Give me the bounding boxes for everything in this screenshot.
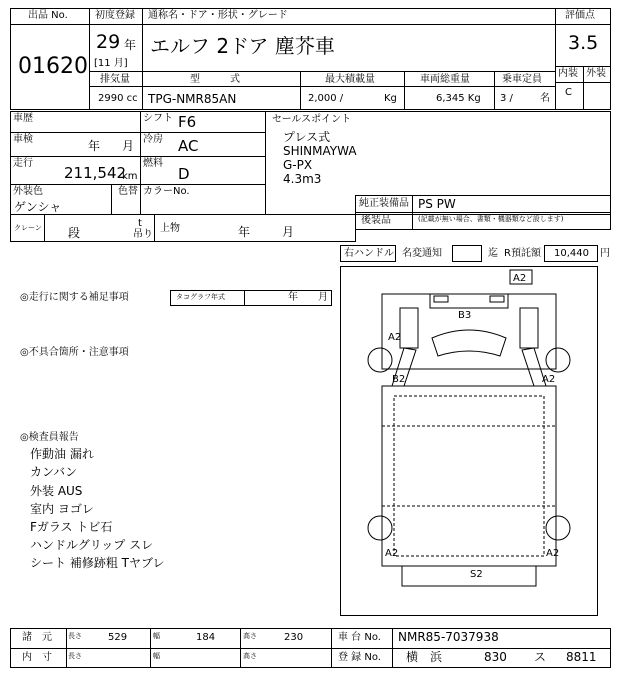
sales-point-line: プレス式 (283, 130, 331, 144)
fuel-label: 燃料 (143, 158, 163, 169)
upper-month: 月 (282, 225, 295, 239)
gross-weight: 6,345 Kg (436, 93, 481, 104)
score: 3.5 (568, 32, 599, 54)
ac-label: 冷房 (143, 134, 163, 145)
cab-outline (382, 294, 556, 369)
color-label: 外装色 (13, 186, 43, 197)
color-code-label: カラーNo. (143, 186, 190, 197)
defects-label: ◎不具合箇所・注意事項 (20, 347, 129, 358)
height-label: 高さ (243, 652, 257, 660)
inspector-line: 外装 AUS (30, 484, 83, 498)
truck-diagram (340, 266, 598, 616)
color-no-label: 色替 (118, 186, 138, 197)
inspection-label: 車検 (13, 134, 33, 145)
recycle-unit: 円 (600, 248, 610, 259)
inspector-line: 作動油 漏れ (30, 447, 94, 461)
diagram-mark: S2 (470, 569, 483, 580)
rust-label: 迄 (488, 248, 498, 259)
max-load-unit: Kg (384, 93, 397, 104)
wheel-rear-right (546, 516, 570, 540)
length-label: 長さ (68, 652, 82, 660)
wheel-front-left (368, 348, 392, 372)
name-change-label: 名変通知 (402, 248, 442, 259)
sales-point-line: SHINMAYWA (283, 144, 357, 158)
diagram-mark: B2 (392, 374, 406, 385)
lot-no: 01620 (18, 54, 88, 79)
sales-point-line: 4.3m3 (283, 172, 322, 186)
specs-label: 諸 元 (22, 632, 52, 643)
height-label: 高さ (243, 632, 257, 640)
fuel: D (178, 165, 190, 183)
inspector-label: ◎検査員報告 (20, 432, 79, 443)
crane-step: 段 (68, 226, 81, 240)
capacity-label: 乗車定員 (502, 74, 542, 85)
tacho-year: 年 (288, 292, 298, 303)
diagram-mark: A2 (542, 374, 556, 385)
diagram-mark: A2 (546, 548, 560, 559)
inspector-line: ハンドルグリップ スレ (30, 538, 154, 552)
reg-label: 登 録 No. (338, 652, 381, 663)
driving-notes-label: ◎走行に関する補足事項 (20, 292, 129, 303)
mileage: 211,542 (64, 164, 127, 182)
width: 184 (196, 632, 216, 643)
interior-label: 内装 (558, 68, 578, 79)
aftermarket-label: 後装品 (361, 215, 391, 226)
reg-place: 横 浜 (406, 650, 443, 664)
ac: AC (178, 137, 199, 155)
recycle-label: R預託額 (504, 248, 541, 259)
gross-weight-label: 車両総重量 (420, 74, 470, 85)
reg-class: 830 (484, 650, 507, 664)
max-load-label: 最大積載量 (325, 74, 375, 85)
reg-kana: ス (534, 650, 547, 664)
height: 230 (284, 632, 304, 643)
grade-label: 評価点 (565, 10, 595, 21)
crane-hang: 吊り (133, 229, 153, 240)
length: 529 (108, 632, 128, 643)
length-label: 長さ (68, 632, 82, 640)
upper-year: 年 (238, 225, 251, 239)
aftermarket-note: (記載が無い場合、書類・機器類など設します) (418, 215, 564, 223)
first-reg-label: 初度登録 (95, 10, 135, 21)
crane-box (10, 214, 356, 242)
diagram-mark: A2 (388, 332, 402, 343)
inspection-month: 月 (122, 139, 135, 153)
chassis-no: NMR85-7037938 (398, 630, 499, 644)
type-label: 型 式 (190, 74, 240, 85)
shift: F6 (178, 113, 197, 131)
mileage-label: 走行 (13, 158, 33, 169)
genuine-value: PS PW (418, 197, 456, 211)
inspector-line: シート 補修跡粗 Tヤブレ (30, 556, 165, 570)
genuine-label: 純正装備品 (359, 198, 409, 209)
reg-number: 8811 (566, 650, 597, 664)
sales-point-line: G-PX (283, 158, 313, 172)
interior-value: C (565, 87, 572, 98)
inspector-line: Fガラス トビ石 (30, 520, 113, 534)
lot-no-label: 出品 No. (28, 10, 68, 21)
capacity: 3 / (500, 93, 513, 104)
width-label: 幅 (153, 632, 160, 640)
inspector-line: カンバン (30, 465, 78, 479)
name-change-box (452, 245, 482, 262)
name-label: 通称名・ドア・形状・グレード (148, 10, 288, 21)
windshield-shape (432, 330, 506, 356)
reg-year-unit: 年 (124, 38, 137, 52)
reg-month: [11 月] (94, 58, 128, 69)
cargo-body (382, 386, 556, 566)
upper-label: 上物 (160, 223, 180, 234)
width-label: 幅 (153, 652, 160, 660)
inspector-line: 室内 ヨゴレ (30, 502, 94, 516)
history-label: 車歴 (13, 113, 33, 124)
diagram-mark: A2 (385, 548, 399, 559)
handle: 右ハンドル (344, 248, 394, 259)
wheel-front-right (546, 348, 570, 372)
model-name: エルフ 2ドア 塵芥車 (150, 34, 335, 58)
chassis-label: 車 台 No. (338, 632, 381, 643)
crane-ton: t (138, 218, 142, 229)
tachograph-label: タコグラフ年式 (176, 293, 225, 301)
diagram-mark: B3 (458, 310, 472, 321)
model-code: TPG-NMR85AN (148, 92, 237, 106)
max-load: 2,000 / (308, 93, 344, 104)
reg-year: 29 (96, 31, 121, 53)
recycle-value: 10,440 (554, 248, 589, 259)
exterior-label: 外装 (586, 68, 606, 79)
sales-points-label: セールスポイント (272, 114, 352, 125)
displacement: 2990 cc (98, 93, 138, 104)
crane-label: クレーン (14, 224, 42, 232)
mileage-unit: km (122, 171, 138, 182)
displacement-label: 排気量 (100, 74, 130, 85)
dims-label: 内 寸 (22, 652, 52, 663)
tacho-month: 月 (318, 292, 328, 303)
shift-label: シフト (143, 113, 173, 124)
wheel-rear-left (368, 516, 392, 540)
capacity-unit: 名 (540, 93, 550, 104)
color: ゲンシャ (14, 200, 62, 214)
inspection-year: 年 (88, 139, 101, 153)
diagram-mark: A2 (513, 273, 527, 284)
